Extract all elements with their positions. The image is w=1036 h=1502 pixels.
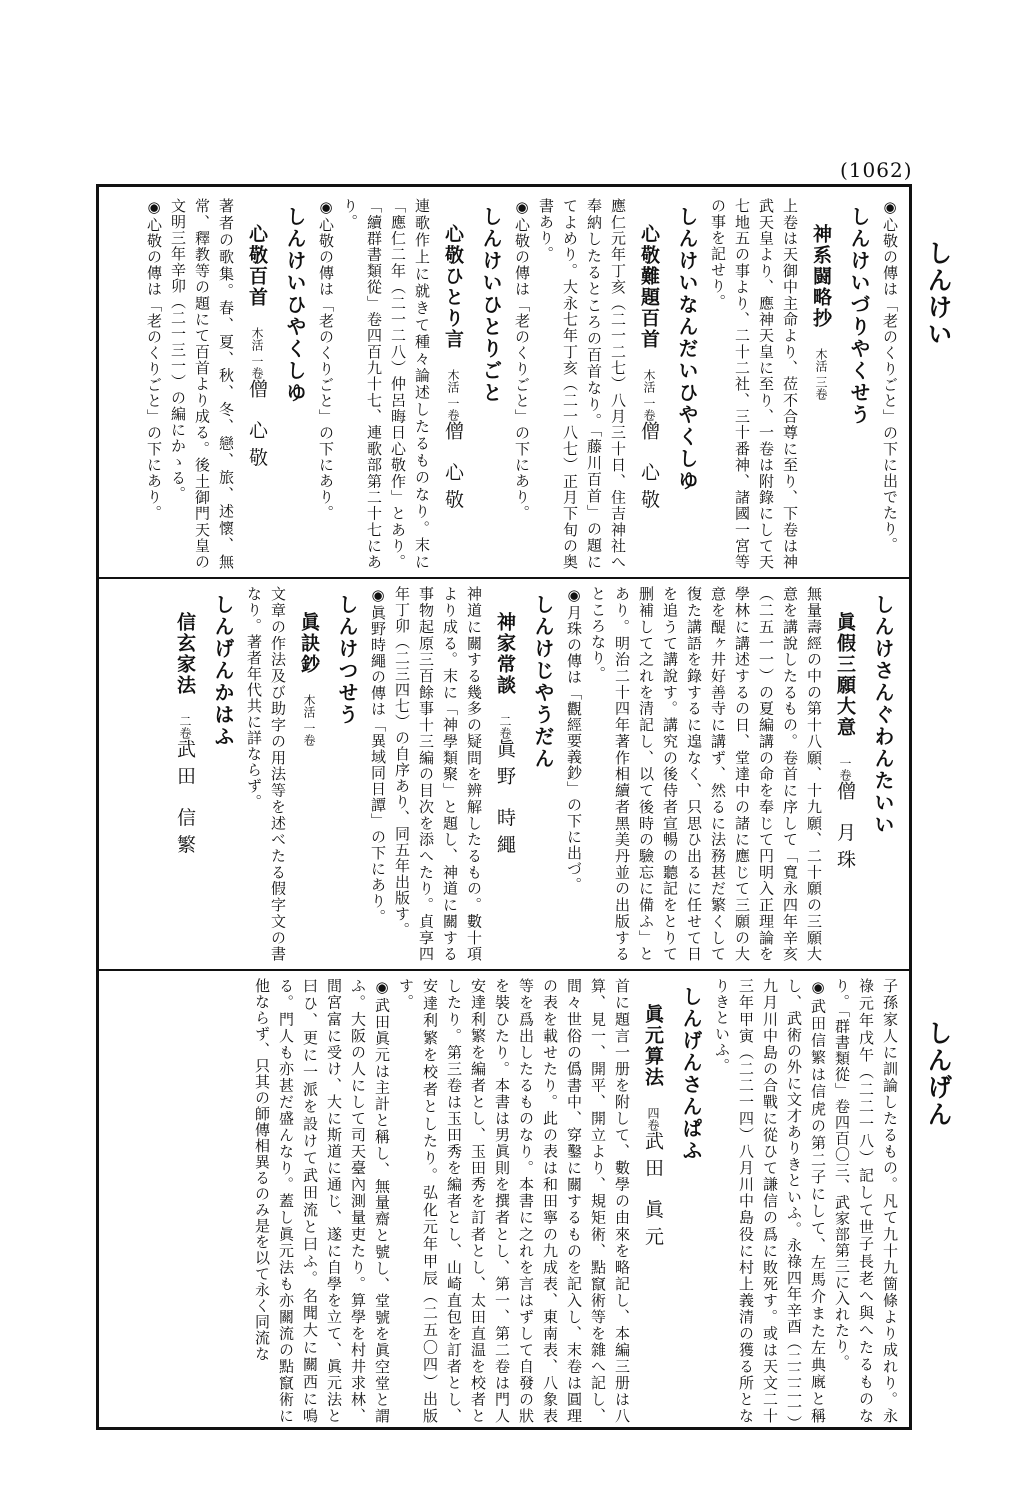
entry-title: 眞假三願大意	[834, 612, 856, 738]
entry-text: 首に題言一册を附して、數學の由來を略記し、本編三册は八算、見一、開平、開立より、規矩術、點竄術等を雜へ記し、間々世俗の僞書中、穿鑿に關するものを記入し、末卷は圓理の表を載せたり。此の表は和田寧の九成表、東南表、八象表等を爲出したるものなり。本書に之れを言はずして自發の狀を裝ひたり。本書は男眞則を撰者とし、第一、第二卷は門人安達利繁を編者とし、玉田秀を訂者とし、太田直温を校者としたり。第三卷は玉田秀を編者とし、山崎直包を訂者とし、安達利繁を校者としたり。弘化元年甲辰（二五〇四）出版す。	[397, 978, 631, 1424]
entry-title: 信玄家法	[174, 612, 196, 696]
entry-title: 神系闘略抄	[810, 224, 832, 329]
entry-text: 應仁元年丁亥（二一二七）八月三十日、住吉神社へ奉納したるところの百首なり。「藤川百首」の題にてよめり。大永七年丁亥（二一八七）正月下旬の奥書あり。	[537, 198, 627, 570]
entry-text: 子孫家人に訓論したるもの。凡て九十九箇條より成れり。永祿元年戊午（二二一八）記して世子長老へ與へたるものなり。「群書類從」卷四百〇三、武家部第三に入れたり。	[833, 978, 899, 1424]
entry-volumes: 木活 一卷	[302, 694, 316, 746]
entry-title: 眞元算法	[642, 1004, 664, 1088]
entry-text: ◉眞野時繩の傳は「異域同日譚」の下にあり。	[369, 586, 387, 925]
entry-title: 眞訣鈔	[298, 612, 320, 675]
side-header-bottom: しんげん	[924, 1020, 953, 1128]
entry-author: 僧 心敬	[638, 420, 660, 516]
entry-volumes: 一卷	[838, 757, 852, 781]
entry-title-line	[434, 224, 472, 570]
entry-reading: しんけつせう	[335, 594, 359, 726]
page-number: (1062)	[840, 158, 913, 182]
entry-text: 神道に關する幾多の疑問を辨解したるもの。數十項より成る。末に「神學類聚」と題し、神道に關する事物起原三百餘事十三編の目次を添へたり。貞享四年丁卯（二三四七）の自序あり、同五年出版す。	[393, 586, 483, 962]
band-middle	[112, 586, 902, 962]
entry-author: 眞野 時繩	[494, 739, 516, 862]
entry-text: ◉心敬の傳は「老のくりごと」の下にあり。	[513, 198, 531, 521]
entry-title-line	[630, 224, 668, 570]
entry-text: ◉月珠の傳は「觀經要義鈔」の下に出づ。	[565, 586, 583, 893]
entry-title: 神家常談	[494, 612, 516, 696]
entry-author: 僧 心敬	[246, 378, 268, 474]
entry-reading: しんけいづりやくせう	[847, 206, 871, 426]
entry-volumes: 木活 一卷	[446, 369, 460, 421]
band-bottom	[112, 978, 902, 1424]
entry-author: 武田 眞元	[642, 1131, 664, 1254]
entry-text: ◉武田信繁は信虎の第二子にして、左馬介また左典廐と稱し、武術の外に文才ありきといふ。永祿四年辛酉（二二二一）九月川中島の合戰に從ひて謙信の爲に敗死す。或は天文二十三年甲寅（二二一四）八月川中島役に村上義清の獲る所となりきといふ。	[713, 978, 827, 1424]
band-divider-upper	[99, 577, 909, 579]
entry-title-line	[238, 224, 276, 570]
entry-title: 心敬百首	[246, 224, 268, 308]
entry-volumes: 木活 一卷	[250, 327, 264, 379]
entry-title: 心敬難題百首	[638, 224, 660, 350]
entry-text: 上卷は天御中主命より、莅不合尊に至り、下卷は神武天皇より、應神天皇に至り、一卷は附錄にして天七地五の事より、二十二社、三十番神、諸國一宮等の事を記せり。	[709, 198, 799, 570]
entry-author: 僧 心敬	[442, 420, 464, 516]
entry-text: ◉心敬の傳は「老のくりごと」の下にあり。	[317, 198, 335, 521]
entry-text: 無量壽經の中の第十八願、十九願、二十願の三願大意を講說したるもの。卷首に序して「寬永四年辛亥（二五一一）の夏編講の命を奉じて円明入正理論を學林に講述するの日、堂達中の諸に應じて三願の大意を醍ヶ井好善寺に講ず、然るに法務甚だ繁くして復た講語を錄するに遑なく、只思ひ出るに任せて日を追うて講說す。講究の後侍者宣暢の聽記をとりて删補して之れを清記し、以て後時の驗忘に備ふ」とあり。明治二十四年著作相續者黑美丹並の出版するところなり。	[589, 586, 823, 962]
entry-text: 著者の歌集。春、夏、秋、冬、戀、旅、述懷、無常、釋教等の題にて百首より成る。後土御門天皇の文明三年辛卯（二一三一）の編にかゝる。	[169, 198, 235, 570]
entry-volumes: 二卷	[178, 715, 192, 739]
entry-reading: しんけいひやくしゆ	[283, 206, 307, 404]
entry-reading: しんげんかはふ	[211, 594, 235, 748]
entry-text: 連歌作上に就きて種々論述したるものなり。末に「應仁二年（二一二八）仲呂晦日心敬作」とあり。「續群書類從」卷四百九十七、連歌部第二十七にあり。	[341, 198, 431, 570]
entry-title-line	[802, 224, 840, 570]
entry-reading: しんけいなんだいひやくしゆ	[675, 206, 699, 492]
band-divider-lower	[99, 969, 909, 971]
entry-text: ◉心敬の傳は「老のくりごと」の下にあり。	[145, 198, 163, 521]
band-top	[112, 198, 902, 570]
entry-text: ◉武田眞元は主計と稱し、無量齋と號し、堂號を眞空堂と謂ふ。大阪の人にして司天臺內測量吏たり。算學を村井求林、間宮富に受け、大に斯道に通じ、遂に自學を立て、眞元法と曰ひ、更に一派を設けて武田流と曰ふ。名聞大に關西に鳴る。門人も亦甚だ盛んなり。蓋し眞元法も亦關流の點竄術に他ならず、只其の師傳相異るのみ是を以て永く同流な	[253, 978, 391, 1424]
entry-reading: しんけさんぐわんたいい	[871, 594, 895, 836]
entry-volumes: 木活 一卷	[642, 369, 656, 421]
entry-volumes: 二卷	[498, 715, 512, 739]
entry-author: 僧 月珠	[834, 781, 856, 877]
entry-reading: しんげんさんぱふ	[679, 986, 703, 1162]
entry-title-line	[486, 612, 524, 962]
entry-title-line	[826, 612, 864, 962]
entry-title-line	[634, 1004, 672, 1424]
entry-volumes: 四卷	[646, 1107, 660, 1131]
entry-text: 文章の作法及び助字の用法等を述べたる假字文の書なり。著者年代共に詳ならず。	[245, 586, 287, 962]
entry-reading: しんけいひとりごと	[479, 206, 503, 404]
side-header-top: しんけい	[924, 240, 953, 348]
entry-title-line	[290, 612, 328, 962]
entry-title-line	[166, 612, 204, 962]
entry-author: 武田 信繁	[174, 739, 196, 862]
entry-text: ◉心敬の傳は「老のくりごと」の下に出でたり。	[881, 198, 899, 553]
entry-reading: しんけじやうだん	[531, 594, 555, 770]
entry-title: 心敬ひとり言	[442, 224, 464, 350]
entry-volumes: 木活 三卷	[814, 348, 828, 400]
